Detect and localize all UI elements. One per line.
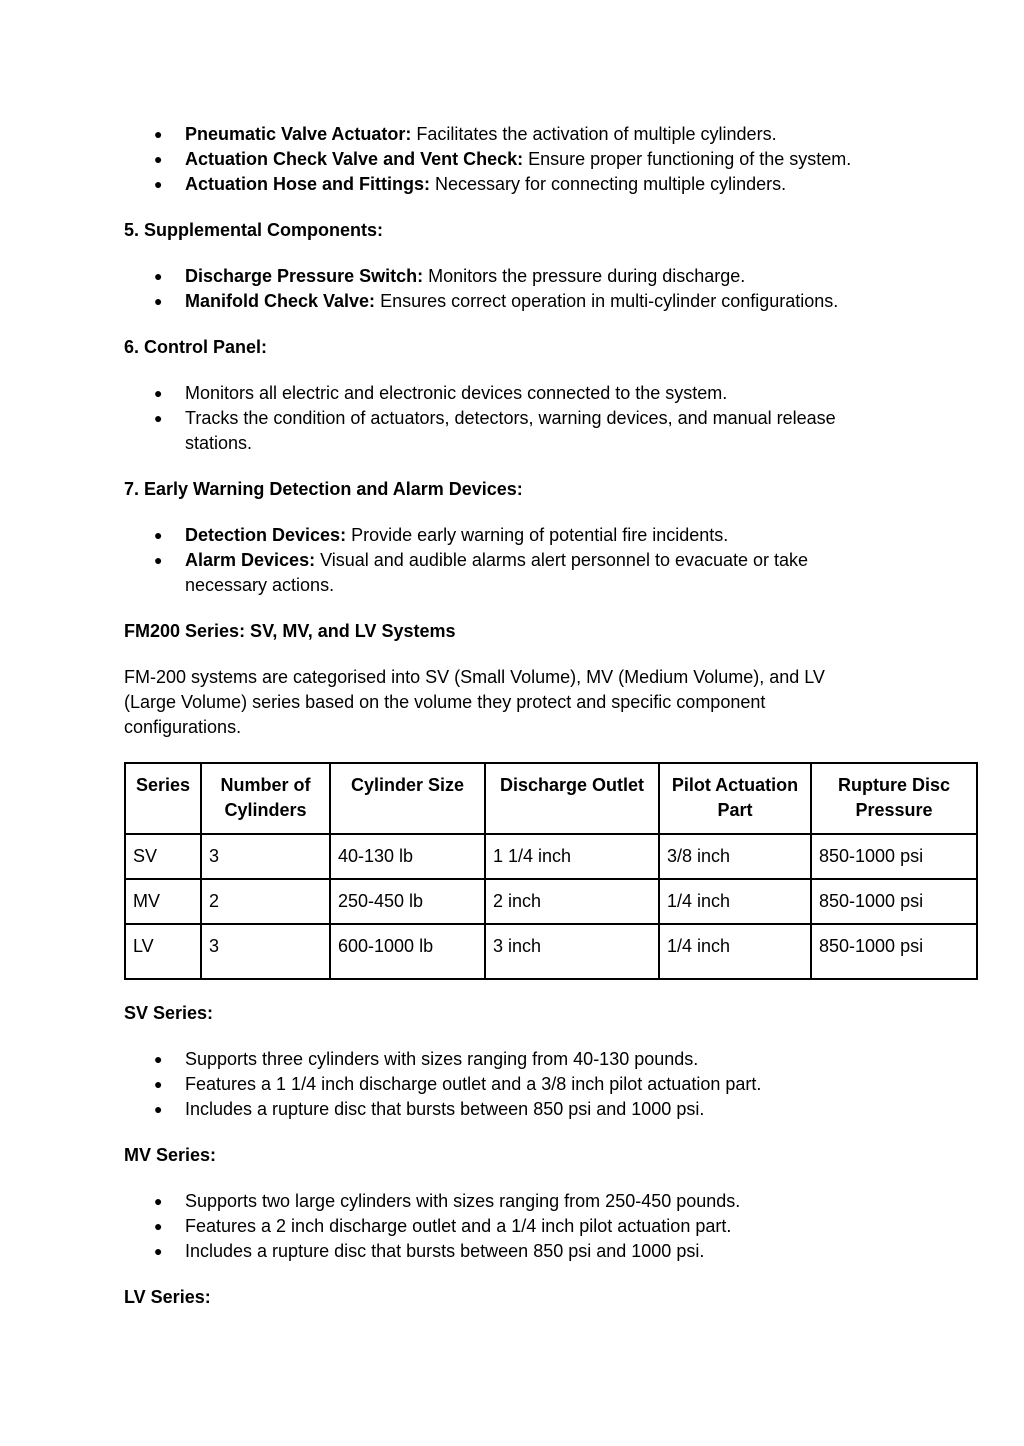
table-cell: 3 inch (485, 924, 659, 979)
table-cell: 600-1000 lb (330, 924, 485, 979)
actuation-components-list (124, 122, 976, 197)
list-item: ● Tracks the condition of actuators, detectors, warning devices, and manual release stations. (154, 408, 836, 453)
table-header-row (125, 763, 977, 834)
list-item: ● Actuation Check Valve and Vent Check: Ensure proper functioning of the system. (124, 147, 890, 172)
table-header-cell: Rupture Disc Pressure (811, 763, 977, 834)
section-heading: 6. Control Panel: (124, 337, 268, 357)
bullet-icon: ● (154, 1243, 163, 1259)
bullet-icon: ● (154, 527, 163, 543)
table-cell: 1/4 inch (659, 879, 811, 924)
bullet-icon: ● (154, 293, 163, 309)
section-heading: LV Series: (124, 1287, 211, 1307)
bullet-icon: ● (154, 1051, 163, 1067)
section-heading: 7. Early Warning Detection and Alarm Devices: (124, 479, 523, 499)
table-header-cell: Discharge Outlet (485, 763, 659, 834)
bullet-icon: ● (154, 552, 163, 568)
list-item: ● Supports two large cylinders with sizes ranging from 250-450 pounds. (124, 1189, 890, 1214)
list-item: ● Detection Devices: Provide early warning of potential fire incidents. (124, 523, 890, 548)
supplemental-components-list (124, 264, 976, 314)
section-heading: FM200 Series: SV, MV, and LV Systems (124, 621, 456, 641)
list-item: ● Pneumatic Valve Actuator: Facilitates the activation of multiple cylinders. (124, 122, 890, 147)
list-item: ● Discharge Pressure Switch: Monitors the pressure during discharge. (124, 264, 890, 289)
list-item: ● Includes a rupture disc that bursts between 850 psi and 1000 psi. (124, 1097, 890, 1122)
list-item: ● Monitors all electric and electronic devices connected to the system. (124, 381, 890, 406)
table-cell: 850-1000 psi (811, 924, 977, 979)
table-header-cell: Cylinder Size (330, 763, 485, 834)
table-row (125, 879, 977, 924)
table-header-cell: Pilot Actuation Part (659, 763, 811, 834)
sv-series-list (124, 1047, 976, 1122)
table-header-cell: Series (125, 763, 201, 834)
table-cell: 40-130 lb (330, 834, 485, 879)
section-heading: 5. Supplemental Components: (124, 220, 384, 240)
mv-series-list (124, 1189, 976, 1264)
table-cell: SV (125, 834, 201, 879)
bullet-icon: ● (154, 126, 163, 142)
list-item: ● Actuation Hose and Fittings: Necessary for connecting multiple cylinders. (124, 172, 890, 197)
table-cell: 2 (201, 879, 330, 924)
bullet-icon: ● (154, 268, 163, 284)
fm200-paragraph: FM-200 systems are categorised into SV (Small Volume), MV (Medium Volume), and LV (Large Volume) series based on the volume they protect and specific component configurations. (124, 667, 825, 737)
list-item: ● Features a 2 inch discharge outlet and a 1/4 inch pilot actuation part. (124, 1214, 890, 1239)
bullet-icon: ● (154, 1218, 163, 1234)
section-heading: MV Series: (124, 1145, 217, 1165)
list-item: ● Manifold Check Valve: Ensures correct operation in multi-cylinder configurations. (124, 289, 890, 314)
document-page (124, 122, 976, 1310)
table-cell: 3/8 inch (659, 834, 811, 879)
list-item: ● Features a 1 1/4 inch discharge outlet and a 3/8 inch pilot actuation part. (124, 1072, 890, 1097)
bullet-icon: ● (154, 1193, 163, 1209)
bullet-icon: ● (154, 385, 163, 401)
bullet-icon: ● (154, 1101, 163, 1117)
bullet-icon: ● (154, 151, 163, 167)
list-item: ● Supports three cylinders with sizes ranging from 40-130 pounds. (124, 1047, 890, 1072)
table-cell: 2 inch (485, 879, 659, 924)
section-heading: SV Series: (124, 1003, 214, 1023)
table-row (125, 924, 977, 979)
table-cell: 850-1000 psi (811, 834, 977, 879)
list-item: ● Includes a rupture disc that bursts between 850 psi and 1000 psi. (124, 1239, 890, 1264)
table-cell: 250-450 lb (330, 879, 485, 924)
bullet-icon: ● (154, 176, 163, 192)
table-cell: 850-1000 psi (811, 879, 977, 924)
bullet-icon: ● (154, 410, 163, 426)
table-cell: 1 1/4 inch (485, 834, 659, 879)
bullet-icon: ● (154, 1076, 163, 1092)
table-cell: 3 (201, 834, 330, 879)
list-item: ● Alarm Devices: Visual and audible alarms alert personnel to evacuate or take necessary actions. (154, 550, 809, 595)
table-cell: MV (125, 879, 201, 924)
table-header-cell: Number of Cylinders (201, 763, 330, 834)
detection-alarm-list (124, 523, 976, 598)
table-cell: 3 (201, 924, 330, 979)
table-row (125, 834, 977, 879)
table-cell: LV (125, 924, 201, 979)
table-cell: 1/4 inch (659, 924, 811, 979)
series-spec-table (124, 762, 978, 980)
control-panel-list (124, 381, 976, 456)
